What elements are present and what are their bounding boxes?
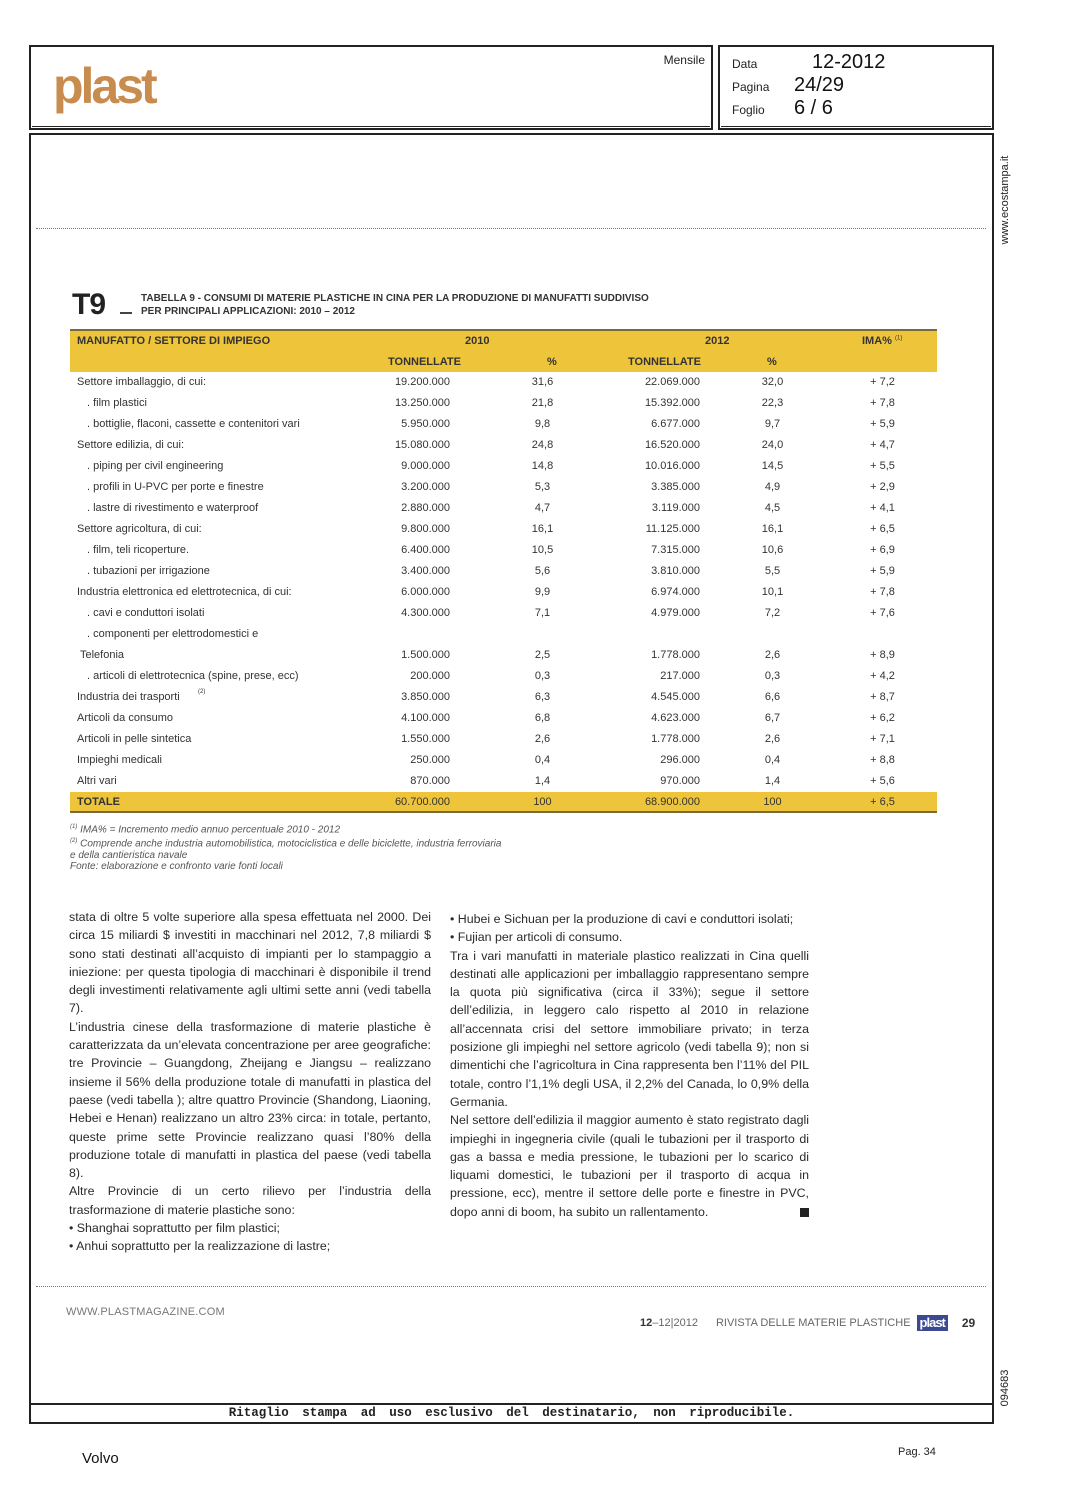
row-tons-2012: 296.000 [660,754,700,766]
row-pct-2010: 0,4 [534,754,551,766]
row-ima: + 7,6 [870,607,895,619]
note-text: e della cantieristica navale [70,849,188,861]
row-pct-2010: 6,3 [534,691,551,703]
table-row [70,456,937,477]
row-tons-2010: 1.550.000 [401,733,450,745]
row-tons-2012: 7.315.000 [651,544,700,556]
row-pct-2010: 5,3 [534,481,551,493]
row-tons-2010: 3.400.000 [401,565,450,577]
table-header [70,329,937,372]
article-column-right [450,910,809,1221]
row-pct-2012: 0,4 [764,754,781,766]
footer-issue-info [640,1315,975,1331]
clipping-notice-divider [31,1403,992,1405]
table-title-line1: TABELLA 9 - CONSUMI DI MATERIE PLASTICHE IN CINA PER LA PRODUZIONE DI MANUFATTI SUDDIVISO [141,293,649,304]
row-pct-2012: 4,9 [764,481,781,493]
header-ima-label: IMA% [862,335,892,347]
data-table [70,329,937,813]
row-tons-2012: 970.000 [660,775,700,787]
total-pct-2012: 100 [763,796,782,808]
side-code [996,1360,1014,1415]
row-ima: + 4,7 [870,439,895,451]
table-note-3 [70,850,501,862]
row-pct-2012: 22,3 [761,397,784,409]
row-pct-2012: 16,1 [761,523,784,535]
row-name: Telefonia [80,649,125,661]
table-row [70,372,937,393]
row-pct-2010: 14,8 [531,460,554,472]
row-tons-2012: 15.392.000 [644,397,700,409]
header-pct-2010: % [547,356,557,368]
table-row [70,561,937,582]
article-paragraph: stata di oltre 5 volte superiore alla spesa effettuata nel 2000. Dei circa 15 miliardi $ investiti in macchinari nel 2012, 7,8 miliardi $ sono stati destinati all’acquisto di impianti per lo stampaggio a iniezione: per questa tipologia di macchinari è disponibile il trend degli investimenti relativamente agli ultimi sette anni (vedi tabella 7). [69,910,431,1016]
row-pct-2010: 9,9 [534,586,551,598]
table-row [70,645,937,666]
row-pct-2012: 0,3 [764,670,781,682]
row-ima: + 6,5 [870,523,895,535]
table-row [70,414,937,435]
row-tons-2012: 6.974.000 [651,586,700,598]
row-ima: + 8,8 [870,754,895,766]
row-name: Impieghi medicali [77,754,162,766]
row-pct-2010: 24,8 [531,439,554,451]
row-tons-2010: 870.000 [410,775,450,787]
row-ima: + 6,9 [870,544,895,556]
row-pct-2012: 2,6 [764,649,781,661]
row-tons-2010: 19.200.000 [394,376,450,388]
total-tons-2010: 60.700.000 [394,796,450,808]
row-name: . profili in U-PVC per porte e finestre [87,481,264,493]
row-pct-2012: 10,6 [761,544,784,556]
meta-sheet-label: Foglio [732,103,765,117]
header-year-2012: 2012 [705,335,730,347]
row-pct-2010: 31,6 [531,376,554,388]
table-row [70,582,937,603]
footer-page-number: 29 [961,1316,976,1330]
row-tons-2010: 13.250.000 [394,397,450,409]
clipping-notice: Ritaglio stampa ad uso esclusivo del destinatario, non riproducibile. [228,1406,795,1420]
table-row [70,435,937,456]
row-name: Altri vari [77,775,117,787]
row-pct-2010: 1,4 [534,775,551,787]
row-tons-2010: 200.000 [410,670,450,682]
row-ima: + 5,5 [870,460,895,472]
row-pct-2012: 10,1 [761,586,784,598]
note-text: IMA% = Incremento medio annuo percentuale 2010 - 2012 [80,824,341,836]
row-ima: + 8,9 [870,649,895,661]
client-name: Volvo [82,1450,119,1467]
article-paragraph: Altre Provincie di un certo rilievo per l’industria della trasformazione di materie plastiche sono: [69,1184,431,1217]
table-badge: T9 [72,288,106,321]
note-mark: (1) [70,824,78,830]
meta-date-label: Data [732,57,758,71]
row-tons-2010: 4.100.000 [401,712,450,724]
table-row-total [70,792,937,813]
row-pct-2012: 4,5 [764,502,781,514]
row-name: Settore edilizia, di cui: [77,439,184,451]
note-text: Comprende anche industria automobilistica, motociclistica e delle biciclette, industria ferroviaria [80,838,502,850]
row-tons-2012: 3.119.000 [651,502,700,514]
note-text: Fonte: elaborazione e confronto varie fonti locali [70,861,283,873]
row-footnote-mark: (2) [198,689,206,695]
row-name: . film plastici [87,397,147,409]
row-tons-2010: 6.400.000 [401,544,450,556]
row-name: . piping per civil engineering [87,460,224,472]
total-ima: + 6,5 [870,796,895,808]
side-url [996,145,1014,255]
table-row [70,540,937,561]
top-dotted-divider [36,228,986,229]
row-tons-2012: 11.125.000 [645,523,700,535]
row-pct-2010: 10,5 [531,544,554,556]
header-ima-note: (1) [895,335,903,342]
row-tons-2010: 250.000 [410,754,450,766]
row-pct-2012: 6,7 [764,712,781,724]
page-label: Pag. 34 [898,1446,936,1458]
row-ima: + 5,6 [870,775,895,787]
row-tons-2012: 22.069.000 [644,376,700,388]
periodicity-label: Mensile [663,53,705,67]
row-tons-2012: 16.520.000 [644,439,700,451]
footer-issue [640,1317,698,1329]
total-tons-2012: 68.900.000 [644,796,700,808]
header-ima [862,335,902,347]
meta-page-label: Pagina [732,80,770,94]
article-bullet: • Hubei e Sichuan per la produzione di cavi e conduttori isolati; [450,912,794,926]
row-name: . tubazioni per irrigazione [87,565,210,577]
row-tons-2010: 3.200.000 [401,481,450,493]
row-ima: + 6,2 [870,712,895,724]
meta-page-value: 24/29 [794,74,845,96]
row-pct-2010: 0,3 [534,670,551,682]
footer-plast-logo: plast [917,1315,948,1331]
end-of-article-mark [800,1208,809,1217]
row-tons-2010: 15.080.000 [394,439,450,451]
row-tons-2012: 4.979.000 [651,607,700,619]
row-pct-2010: 2,6 [534,733,551,745]
row-tons-2012: 6.677.000 [651,418,700,430]
row-pct-2012: 6,6 [764,691,781,703]
row-tons-2012: 3.810.000 [651,565,700,577]
meta-sheet [732,97,833,120]
row-pct-2012: 32,0 [761,376,784,388]
row-tons-2012: 3.385.000 [651,481,700,493]
row-name: . componenti per elettrodomestici e [87,628,259,640]
row-tons-2012: 1.778.000 [651,733,700,745]
row-tons-2010: 1.500.000 [401,649,450,661]
table-row [70,687,937,708]
row-tons-2010: 5.950.000 [401,418,450,430]
table-row [70,519,937,540]
row-pct-2010: 9,8 [534,418,551,430]
article-bullet: • Fujian per articoli di consumo. [450,930,623,945]
row-name: . cavi e conduttori isolati [87,607,205,619]
table-row [70,708,937,729]
header-name: MANUFATTO / SETTORE DI IMPIEGO [77,335,271,347]
row-pct-2010: 5,6 [534,565,551,577]
row-ima: + 4,2 [870,670,895,682]
article-paragraph: Tra i vari manufatti in materiale plastico realizzati in Cina quelli destinati alle applicazioni per imballaggio rappresentano sempre la quota più significativa (circa il 33%); segue il settore dell’edilizia, in leggero calo rispetto al 2010 in relazione all’accennata crisi del settore immobiliare privato; in terza posizione gli impieghi nel settore agricolo (vedi tabella 9); non si dimentichi che l’agricoltura in Cina rappresenta ben l’11% del PIL totale, contro l’1,1% degli USA, il 2,2% del Canada, lo 0,9% della Germania. [450,948,809,1109]
row-pct-2012: 14,5 [761,460,784,472]
table-row [70,729,937,750]
table-row [70,750,937,771]
meta-page [732,74,844,97]
row-ima: + 2,9 [870,481,895,493]
row-pct-2010: 16,1 [531,523,554,535]
row-name: . lastre di rivestimento e waterproof [87,502,259,514]
row-ima: + 7,8 [870,397,895,409]
row-pct-2010: 4,7 [534,502,551,514]
row-pct-2012: 7,2 [764,607,781,619]
row-tons-2012: 10.016.000 [644,460,700,472]
row-ima: + 5,9 [870,565,895,577]
article-bullet: • Anhui soprattutto per la realizzazione di lastre; [69,1239,331,1254]
row-ima: + 8,7 [870,691,895,703]
row-pct-2010: 2,5 [534,649,551,661]
row-tons-2010: 4.300.000 [401,607,450,619]
header-tons-2010: TONNELLATE [388,356,461,368]
total-pct-2010: 100 [533,796,552,808]
table-row [70,603,937,624]
row-name: Articoli da consumo [77,712,173,724]
footer-magazine: RIVISTA DELLE MATERIE PLASTICHE [715,1317,911,1329]
row-tons-2010: 9.000.000 [401,460,450,472]
row-tons-2012: 4.545.000 [651,691,700,703]
row-ima: + 7,1 [870,733,895,745]
row-ima: + 5,9 [870,418,895,430]
row-name: . film, teli ricoperture. [87,544,190,556]
row-pct-2012: 2,6 [764,733,781,745]
table-note-2 [70,836,501,850]
table-body [70,372,937,792]
row-ima: + 7,2 [870,376,895,388]
row-tons-2012: 4.623.000 [651,712,700,724]
note-mark: (2) [70,837,78,844]
row-name: Industria dei trasporti [77,691,180,703]
row-ima: + 4,1 [870,502,895,514]
row-tons-2010: 3.850.000 [401,691,450,703]
header-meta-box [718,45,994,130]
header-pct-2012: % [767,356,777,368]
article-paragraph: L’industria cinese della trasformazione di materie plastiche è caratterizzata da un’elevata concentrazione per aree geografiche: tre Provincie – Guangdong, Zheijang e Jiangsu – realizzano insieme il 56% della produzione totale di manufatti in plastica del paese (vedi tabella ); altre quattro Provincie (Shandong, Liaoning, Hebei e Henan) realizzano un altro 23% circa: in totale, pertanto, queste prime sette Provincie realizzano quasi l’80% della produzione totale di manufatti in plastica del paese (vedi tabella 8). [69,1019,431,1181]
row-name: Industria elettronica ed elettrotecnica, di cui: [77,586,292,598]
bottom-dotted-divider [36,1286,986,1287]
plast-logo: plast [53,58,155,114]
footer-issue-date: –12|2012 [652,1317,698,1329]
side-url-text: www.ecostampa.it [999,155,1011,245]
header-left-box [29,45,713,130]
table-title-line2: PER PRINCIPALI APPLICAZIONI: 2010 – 2012 [141,306,355,317]
row-name: Settore agricoltura, di cui: [77,523,202,535]
row-name: Articoli in pelle sintetica [77,733,192,745]
footer-issue-number: 12 [640,1317,653,1329]
row-pct-2012: 1,4 [764,775,781,787]
row-pct-2010: 6,8 [534,712,551,724]
meta-sheet-value: 6 / 6 [794,97,833,119]
meta-date-value: 12-2012 [812,51,886,73]
header-tons-2012: TONNELLATE [628,356,701,368]
row-ima: + 7,8 [870,586,895,598]
article-paragraph [450,1111,809,1221]
article-bullet: • Shanghai soprattutto per film plastici; [69,1221,280,1236]
row-name: Settore imballaggio, di cui: [77,376,207,388]
article-paragraph-text: Nel settore dell’edilizia il maggior aumento è stato registrato dagli impieghi in ingegneria civile (quali le tubazioni per il trasporto di gas a bassa e media pressione, le tubazioni per lo scarico di liquami domestici, le tubazioni per il trasporto di acqua in pressione, ecc), mentre il settore delle porte e finestre in PVC, dopo anni di boom, ha subito un rallentamento. [450,1113,809,1219]
row-name: . articoli di elettrotecnica (spine, prese, ecc) [87,670,299,682]
row-name: . bottiglie, flaconi, cassette e contenitori vari [87,418,300,430]
row-pct-2012: 5,5 [764,565,781,577]
row-pct-2012: 9,7 [764,418,781,430]
header-year-2010: 2010 [465,335,490,347]
table-row [70,666,937,687]
table-title [141,292,649,318]
meta-date [732,51,885,74]
table-notes [70,822,501,873]
row-pct-2012: 24,0 [761,439,784,451]
table-note-1 [70,822,501,836]
article-column-left [69,908,431,1256]
row-tons-2012: 1.778.000 [651,649,700,661]
side-code-text: 094683 [999,1369,1011,1406]
table-row [70,393,937,414]
row-pct-2010: 21,8 [531,397,554,409]
row-tons-2012: 217.000 [660,670,700,682]
table-row [70,477,937,498]
table-note-source [70,861,501,873]
row-tons-2010: 9.800.000 [401,523,450,535]
total-name: TOTALE [77,796,120,808]
row-tons-2010: 6.000.000 [401,586,450,598]
table-badge-underscore [120,312,132,314]
row-tons-2010: 2.880.000 [401,502,450,514]
row-pct-2010: 7,1 [534,607,551,619]
footer-url: WWW.PLASTMAGAZINE.COM [66,1306,225,1318]
table-row [70,624,937,645]
table-row [70,498,937,519]
table-row [70,771,937,792]
